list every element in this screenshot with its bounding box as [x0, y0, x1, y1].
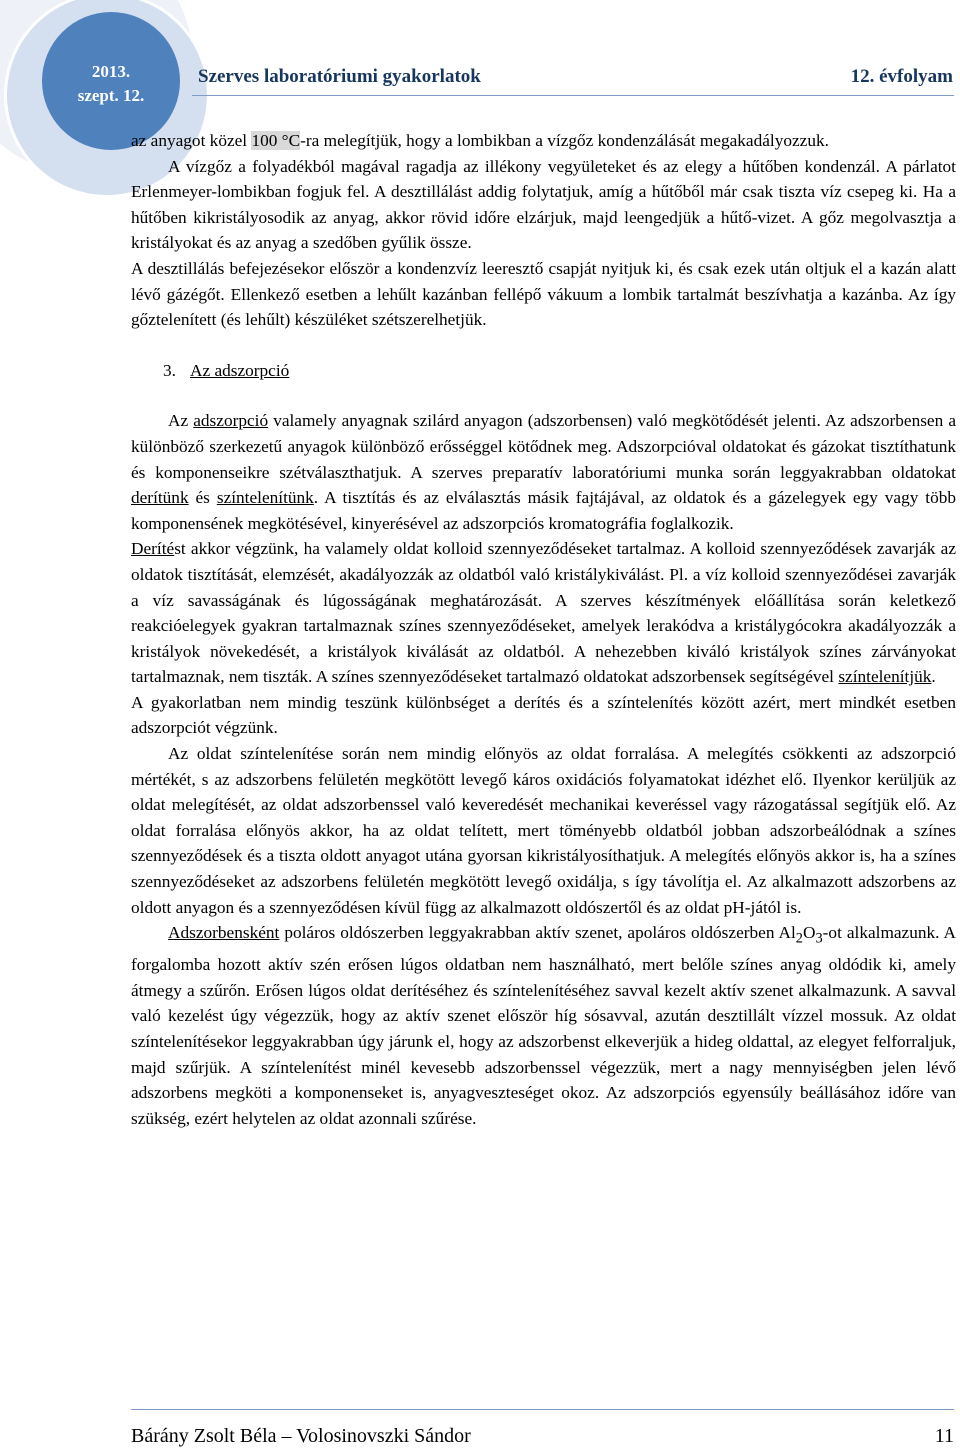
paragraph-8-text-a: poláros oldószerben leggyakrabban aktív szenet, apoláros oldószerben Al — [279, 923, 796, 943]
page-header — [0, 0, 960, 140]
header-date-day: szept. 12. — [77, 86, 145, 105]
paragraph-8-text-c: -ot alkalmazunk. A forgalomba hozott aktív szén erősen lúgos oldatban nem használható, mert belőle színes anyag oldódik ki, amely átmegy a szűrőn. Erősen lúgos oldat derítéséhez és színtelenítéséhez savval kezelt aktív szenet alkalmazunk. A savval való kezelést úgy végezzük, hogy az aktív szenet először híg sósavval, azután desztillált vízzel mossuk. Az oldat színtelenítésekor leggyakrabban úgy járunk el, hogy az adszorbenst elkeverjük a hideg oldattal, az elegyet felforraljuk, majd szűrjük. A színtelenítést minél kevesebb adszorbenssel végezzük, mert a nagy mennyiségben jelen lévő adszorbens megköti a komponenseket is, anyagveszteséget okoz. Az adszorpciós egyensúly beállásához időre van szükség, ezért helytelen az oldat azonnali szűrése. — [131, 923, 956, 1128]
paragraph-3: A desztillálás befejezésekor először a kondenzvíz leeresztő csapját nyitjuk ki, és csak ezek után oltjuk el a kazán alatt lévő gázégőt. Ellenkező esetben a lehűlt kazánban fellépő vákuum a lombik tartalmát beszívhatja a kazánba. Az így gőztelenített (és lehűlt) készüléket szétszerelhetjük. — [131, 258, 956, 330]
paragraph-5-text-b: . — [931, 667, 936, 687]
paragraph-5 — [131, 536, 956, 690]
paragraph-4-text-d: . A tisztítás és az elválasztás másik fajtájával, az oldatok és a gázelegyek egy vagy több komponensének megkötésével, kinyerésével az adszorpciós kromatográfia foglalkozik. — [131, 488, 956, 533]
page-number: 11 — [934, 1425, 954, 1447]
term-derites: Deríté — [131, 539, 175, 559]
footer-authors: Bárány Zsolt Béla – Volosinovszki Sándor — [131, 1425, 471, 1447]
header-date — [42, 60, 180, 108]
paragraph-1-text-b: -ra melegítjük, hogy a lombikban a vízgőz kondenzálását megakadályozzuk. — [300, 131, 829, 150]
paragraph-8 — [131, 920, 956, 1131]
paragraph-4-text-c: és — [188, 488, 217, 508]
paragraph-8-text-b: O — [802, 923, 816, 943]
paragraph-4 — [131, 408, 956, 536]
term-szintelenitunk: színtelenítünk — [216, 488, 314, 508]
paragraph-1-text-a: az anyagot közel — [131, 131, 252, 150]
subscript-2: 2 — [795, 930, 803, 947]
paragraph-7: Az oldat színtelenítése során nem mindig előnyös az oldat forralása. A melegítés csökkenti az adszorpció mértékét, s az adszorbens felületén megkötött levegő káros oxidációs folyamatokat idézhet elő. Ilyenkor kerüljük az oldat melegítését, az oldat adszorbenssel való keveredését mechanikai keveréssel vagy rázogatással segítjük elő. Az oldat forralása előnyös akkor, ha az oldat telített, mert töményebb oldatból jobban adszorbeálódnak a színes szennyeződések és a tiszta oldott anyagot utána gyorsan kikristályosíthatjuk. A melegítés előnyös akkor is, ha a színes szennyeződéseket az adszorbens felületén megkötött levegő oxidálja, s így távolítja el. Az alkalmazott adszorbens az oldott anyagon és a szennyeződésen kívül függ az alkalmazott oldószertől és az oldat pH-jától is. — [131, 744, 956, 917]
paragraph-1 — [131, 128, 956, 154]
header-rule — [192, 95, 954, 96]
term-adszorbenskent: Adszorbensként — [168, 923, 280, 943]
term-deritunk: derítünk — [131, 488, 189, 508]
paragraph-4-text-a: Az — [168, 411, 194, 431]
section-heading — [131, 358, 956, 384]
subscript-3: 3 — [815, 930, 823, 947]
paragraph-6: A gyakorlatban nem mindig teszünk különbséget a derítés és a színtelenítés között azért, mert mindkét esetben adszorpciót végzünk. — [131, 692, 956, 738]
section-number: 3. — [163, 360, 176, 380]
temperature-value: 100 °C — [251, 131, 301, 150]
header-title: Szerves laboratóriumi gyakorlatok — [198, 66, 481, 87]
section-title: Az adszorpció — [189, 360, 290, 380]
header-date-year: 2013. — [91, 62, 131, 81]
header-grade: 12. évfolyam — [850, 66, 953, 87]
page-content — [131, 128, 956, 1131]
paragraph-2: A vízgőz a folyadékból magával ragadja az illékony vegyületeket és az elegy a hűtőben kondenzál. A párlatot Erlenmeyer-lombikban fogjuk fel. A desztillálást addig folytatjuk, amíg a hűtőből már csak tiszta víz csepeg ki. Ha a hűtőben kikristályosodik az anyag, akkor rövid időre elzárjuk, majd leengedjük a hűtő-vizet. A gőz megolvasztja a kristályokat és az anyag a szedőben gyűlik össze. — [131, 156, 956, 253]
term-szintelenitjuk: színtelenítjük — [838, 667, 932, 687]
paragraph-4-text-b: valamely anyagnak szilárd anyagon (adszorbensen) való megkötődését jelenti. Az adszorbensen a különböző szerkezetű anyagok különböző erősséggel kötődnek meg. Adszorpcióval oldatokat és gázokat tisztíthatunk és komponenseikre szétválaszthatjuk. A szerves preparatív laboratóriumi munka során leggyakrabban oldatokat — [131, 411, 956, 482]
term-adszorpcio: adszorpció — [193, 411, 269, 431]
page-footer — [131, 1409, 954, 1448]
paragraph-5-text-a: st akkor végzünk, ha valamely oldat kolloid szennyeződéseket tartalmaz. A kolloid szennyeződések zavarják az oldatok tisztítását, elemzését, akadályozzák az oldatból való kristálykiválást. Pl. a víz kolloid szennyeződései zavarják a víz savasságának és lúgosságának meghatározását. A szerves készítmények előállítása során keletkező reakcióelegyek gyakran tartalmaznak színes szennyeződéseket, amelyek lerakódva a kristálygócokra akadályozzák a kristályok növekedését, a kristályok kiválását az oldatból. A nehezebben kiváló kristályok színes zárványokat tartalmaznak, nem tiszták. A színes szennyeződéseket tartalmazó oldatokat adszorbensek segítségével — [131, 539, 956, 687]
